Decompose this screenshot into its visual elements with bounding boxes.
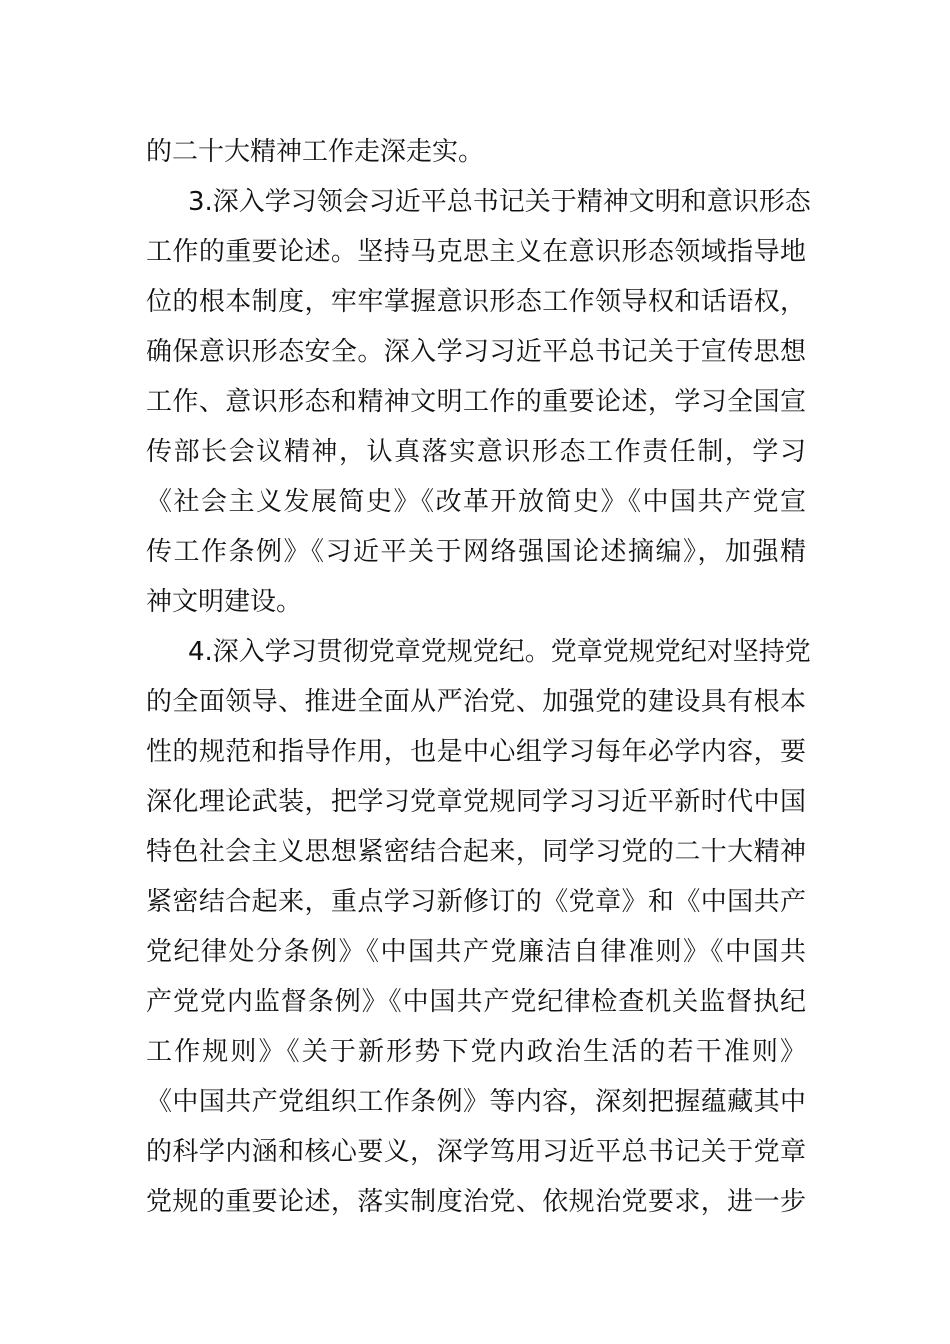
section-3-heading-line: 3.深入学习领会习近平总书记关于精神文明和意识形态 xyxy=(188,187,811,217)
text-line: 《社会主义发展简史》《改革开放简史》《中国共产党宣 xyxy=(146,487,806,517)
text-line: 位的根本制度，牢牢掌握意识形态工作领导权和话语权， xyxy=(146,287,806,317)
text-line: 《中国共产党组织工作条例》等内容，深刻把握蕴藏其中 xyxy=(146,1087,806,1117)
text-line: 深化理论武装，把学习党章党规同学习习近平新时代中国 xyxy=(146,787,806,817)
text-line: 性的规范和指导作用，也是中心组学习每年必学内容，要 xyxy=(146,737,806,767)
text-line: 工作规则》《关于新形势下党内政治生活的若干准则》 xyxy=(146,1037,806,1067)
text-line: 紧密结合起来，重点学习新修订的《党章》和《中国共产 xyxy=(146,887,806,917)
text-line: 神文明建设。 xyxy=(146,587,303,617)
text-line: 党纪律处分条例》《中国共产党廉洁自律准则》《中国共 xyxy=(146,937,806,967)
text-line: 的二十大精神工作走深走实。 xyxy=(146,137,485,167)
text-line: 特色社会主义思想紧密结合起来，同学习党的二十大精神 xyxy=(146,837,806,867)
text-line: 的全面领导、推进全面从严治党、加强党的建设具有根本 xyxy=(146,687,806,717)
text-line: 确保意识形态安全。深入学习习近平总书记关于宣传思想 xyxy=(146,337,806,367)
text-line: 产党党内监督条例》《中国共产党纪律检查机关监督执纪 xyxy=(146,987,806,1017)
text-line: 工作、意识形态和精神文明工作的重要论述，学习全国宣 xyxy=(146,387,806,417)
text-line: 传部长会议精神，认真落实意识形态工作责任制，学习 xyxy=(146,437,806,467)
text-line: 的科学内涵和核心要义，深学笃用习近平总书记关于党章 xyxy=(146,1137,806,1167)
text-line: 工作的重要论述。坚持马克思主义在意识形态领域指导地 xyxy=(146,237,806,267)
text-line: 传工作条例》《习近平关于网络强国论述摘编》，加强精 xyxy=(146,537,806,567)
section-4-heading-line: 4.深入学习贯彻党章党规党纪。党章党规党纪对坚持党 xyxy=(188,637,811,667)
text-line: 党规的重要论述，落实制度治党、依规治党要求，进一步 xyxy=(146,1187,806,1217)
